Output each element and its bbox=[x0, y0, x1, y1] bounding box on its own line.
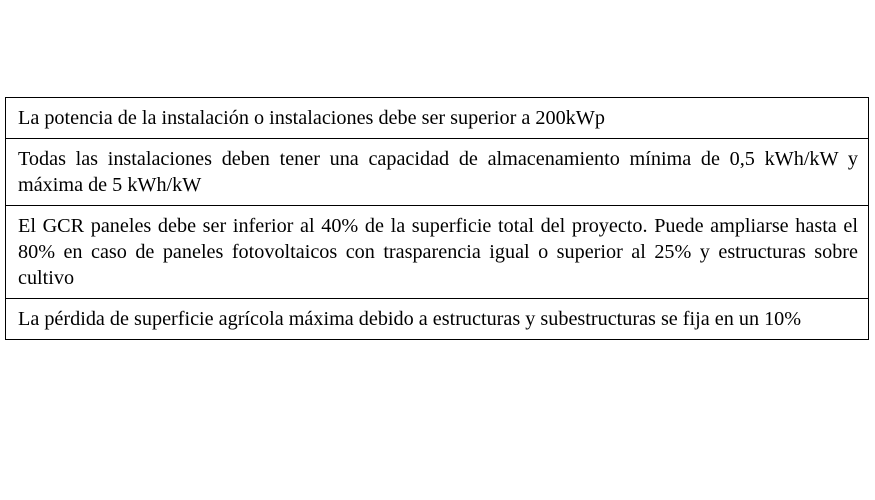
requirement-row-storage: Todas las instalaciones deben tener una capacidad de almacenamiento mínima de 0,5 kWh/kW y máxima de 5 kWh/kW bbox=[6, 138, 868, 205]
requirement-row-land-loss: La pérdida de superficie agrícola máxima debido a estructuras y subestructuras se fija en un 10% bbox=[6, 298, 868, 339]
requirement-row-gcr: El GCR paneles debe ser inferior al 40% de la superficie total del proyecto. Puede ampliarse hasta el 80% en caso de paneles fotovoltaicos con trasparencia igual o superior al 25% y estructuras sobre cultivo bbox=[6, 205, 868, 298]
requirement-row-power: La potencia de la instalación o instalaciones debe ser superior a 200kWp bbox=[18, 107, 605, 129]
requirements-table bbox=[5, 97, 869, 340]
